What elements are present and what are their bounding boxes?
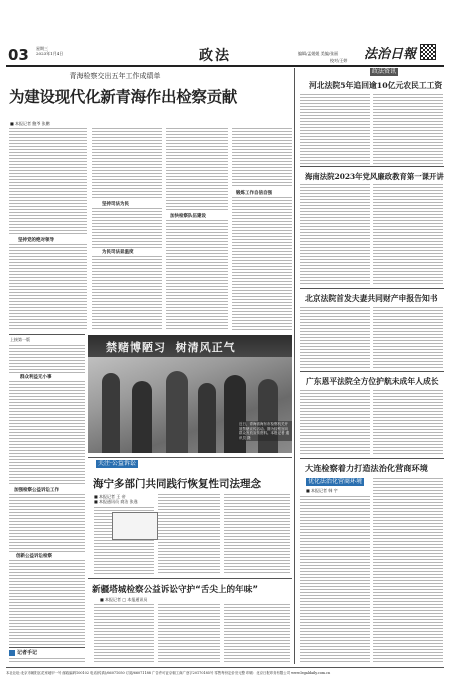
left-lower-rule xyxy=(9,334,85,335)
bottom-rule-2 xyxy=(88,578,292,579)
left-subhead-1: 群众利益无小事 xyxy=(20,375,52,380)
right-text-4b xyxy=(373,390,443,456)
corner-title: 记者手记 xyxy=(17,650,38,656)
right-text-4a xyxy=(300,390,370,456)
story-text-col3b xyxy=(166,220,228,330)
story-text-col1 xyxy=(9,128,87,236)
column-divider xyxy=(294,68,295,664)
right-headline-5: 大连检察着力打造法治化营商环境 xyxy=(305,463,428,473)
brief-tag: 政法资讯 xyxy=(372,68,397,75)
photo-person xyxy=(258,379,278,453)
story-text-col4 xyxy=(232,128,292,188)
photo-caption: 近日，青海省海东市检察机关开展禁赌宣传活动。图为检察官向群众发放宣传资料。本报记者 通讯员 摄 xyxy=(238,421,292,441)
right-text-5a xyxy=(300,496,370,664)
left-lower-text-c xyxy=(9,494,85,552)
corner-badge xyxy=(9,650,15,656)
bottom-text-1b xyxy=(158,494,220,575)
bottom-text-2c xyxy=(224,604,290,664)
photo-person xyxy=(224,375,246,453)
story-text-col2 xyxy=(92,128,162,200)
bottom-text-1c xyxy=(224,494,290,575)
subhead-4: 加快检察队伍建设 xyxy=(170,214,206,219)
photo-person xyxy=(166,371,188,453)
right-headline-1: 河北法院5年追回逾10亿元农民工工资 xyxy=(309,81,443,90)
editor-credit: 编辑/孟媛媛 美编/张丽 xyxy=(298,51,338,56)
subhead-2: 坚持司法为民 xyxy=(102,202,129,207)
bottom-text-2a xyxy=(94,604,154,664)
left-lower-text-d xyxy=(9,560,85,645)
right-headline-4: 广东恩平法院全方位护航未成年人成长 xyxy=(306,377,439,386)
left-subhead-2: 加强检察公益诉讼工作 xyxy=(14,488,59,493)
bottom-headline-1: 海宁多部门共同践行恢复性司法理念 xyxy=(93,478,261,490)
story-text-col4b xyxy=(232,197,292,330)
inset-box xyxy=(112,512,158,540)
right-text-2a xyxy=(300,184,370,286)
photo-sign-text: 禁赌博陋习 树清风正气 xyxy=(106,341,236,354)
subhead-1: 坚持党的绝对领导 xyxy=(18,238,54,243)
right-text-5b xyxy=(373,478,443,664)
subhead-3: 为民司法显温度 xyxy=(102,250,134,255)
subhead-6: 锻炼工作自信自强 xyxy=(236,191,272,196)
story-text-col1b xyxy=(9,244,87,330)
topic-tag: 关注·公益诉讼 xyxy=(98,460,136,467)
masthead-logo: 法治日報 xyxy=(364,47,417,62)
page-meta: 星期三 2023年1月4日 xyxy=(36,46,64,56)
bottom-byline-1: ■ 本报记者 王 帝 ■ 本报通讯员 商洁 张逸 xyxy=(94,494,138,504)
right-text-3a xyxy=(300,307,370,369)
continued-label: 上接第一版 xyxy=(10,337,30,342)
left-lower-text-b xyxy=(9,381,85,485)
bottom-headline-2: 新疆塔城检察公益诉讼守护“舌尖上的年味” xyxy=(92,585,258,595)
bottom-byline-2: ■ 本报记者 □ 本报通讯员 xyxy=(100,597,148,602)
photo-person xyxy=(102,373,120,453)
photo-person xyxy=(198,383,216,453)
right-headline-2: 海南法院2023年党风廉政教育第一课开讲 xyxy=(305,172,444,181)
story-text-col3 xyxy=(166,128,228,212)
section-title: 政法 xyxy=(199,48,231,64)
qr-code-icon xyxy=(420,44,436,60)
footer-rule xyxy=(6,667,444,668)
footer-text: 本社社址:北京市朝阳区花家地甲一号 邮政编码100102 电话(传真)/66071050 订阅/66071188 广告许可证京朝工商广登字20170185号 零售每份定价叁元整 印刷：北京日报印务有限公司 www.legaldaily.com.cn xyxy=(6,671,331,675)
right-text-3b xyxy=(373,307,443,369)
right-text-1a xyxy=(300,94,370,164)
story-byline: ■ 本报记者 鲍爷 张鹏 xyxy=(10,121,50,126)
right-rule-3 xyxy=(300,371,444,372)
left-subhead-3: 创新公益诉讼检察 xyxy=(16,554,52,559)
right-headline-3: 北京法院首发夫妻共同财产申报告知书 xyxy=(305,294,438,303)
story-text-col2c xyxy=(92,256,162,330)
right-rule-2 xyxy=(300,288,444,289)
proof-credit: 校对/王婷 xyxy=(330,58,348,63)
bottom-rule xyxy=(88,457,292,458)
story-kicker: 青海检察交出五年工作成绩单 xyxy=(69,72,161,80)
photo-person xyxy=(132,381,152,453)
right-text-1b xyxy=(373,94,443,164)
corner-rule xyxy=(9,647,85,648)
right-rule-4 xyxy=(300,458,444,459)
page-number: 03 xyxy=(8,46,29,64)
right-tag-5: 优化法治化营商环境 xyxy=(308,478,363,485)
right-text-2b xyxy=(373,184,443,286)
right-byline-5: ■ 本报记者 韩 宇 xyxy=(306,488,338,493)
story-text-col2b xyxy=(92,208,162,248)
bottom-text-2b xyxy=(158,604,220,664)
left-lower-text-a xyxy=(9,345,85,373)
corner-text xyxy=(9,658,85,664)
news-photo xyxy=(88,335,292,453)
right-rule-1 xyxy=(300,166,444,167)
header-rule xyxy=(6,65,444,67)
story-headline: 为建设现代化新青海作出检察贡献 xyxy=(9,88,238,106)
